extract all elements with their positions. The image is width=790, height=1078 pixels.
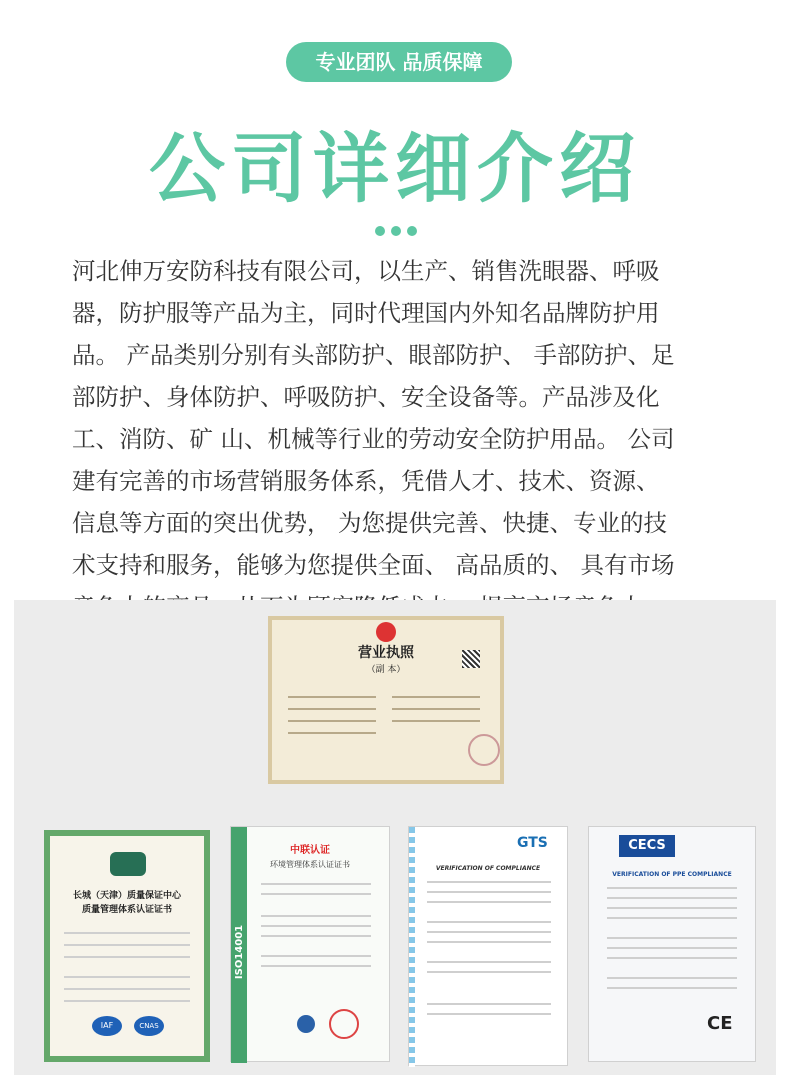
intro-line: 工、消防、矿 山、机械等行业的劳动安全防护用品。 公司 — [72, 425, 675, 453]
national-emblem-icon — [376, 622, 396, 642]
qr-code-icon — [462, 650, 480, 668]
intro-line: 部防护、身体防护、呼吸防护、安全设备等。产品涉及化 — [72, 383, 660, 411]
cert-title: VERIFICATION OF COMPLIANCE — [435, 865, 541, 872]
iaf-logo: IAF — [92, 1016, 122, 1036]
intro-line: 品。 产品类别分别有头部防护、眼部防护、 手部防护、足 — [72, 341, 675, 369]
gts-certificate-image — [408, 826, 568, 1066]
cert-issuer: 中联认证 — [290, 845, 330, 856]
iso-label: ISO14001 — [234, 924, 245, 980]
seal-icon — [329, 1009, 359, 1039]
cert-title: VERIFICATION OF PPE COMPLIANCE — [612, 871, 732, 878]
section-badge: 专业团队 品质保障 — [286, 42, 512, 82]
cecs-logo: CECS — [619, 835, 675, 857]
cecs-certificate-image — [588, 826, 756, 1062]
intro-line: 河北伸万安防科技有限公司，以生产、销售洗眼器、呼吸 — [72, 257, 660, 285]
intro-line: 信息等方面的突出优势， 为您提供完善、快捷、专业的技 — [72, 509, 667, 537]
cert-title: 质量管理体系认证证书 — [81, 905, 172, 915]
intro-line: 术支持和服务，能够为您提供全面、 高品质的、 具有市场 — [72, 551, 675, 579]
gts-logo: GTS — [517, 835, 548, 851]
quality-certificate-image — [44, 830, 210, 1062]
company-intro — [72, 250, 734, 628]
cert-issuer: 长城（天津）质量保证中心 — [72, 891, 181, 901]
intro-line: 器，防护服等产品为主，同时代理国内外知名品牌防护用 — [72, 299, 660, 327]
license-title: 营业执照 （副 本） — [358, 645, 414, 675]
cnas-logo: CNAS — [134, 1016, 164, 1036]
official-seal-icon — [468, 734, 500, 766]
business-license-image — [268, 616, 504, 784]
ce-mark-icon: CE — [707, 1013, 733, 1034]
cert-title: 环境管理体系认证证书 — [270, 860, 350, 869]
environment-certificate-image — [230, 826, 390, 1062]
intro-line: 建有完善的市场营销服务体系，凭借人才、技术、资源、 — [72, 467, 660, 495]
divider-dots — [375, 221, 425, 233]
page-title: 公司详细介绍 — [149, 124, 641, 213]
scc-logo — [297, 1015, 315, 1033]
